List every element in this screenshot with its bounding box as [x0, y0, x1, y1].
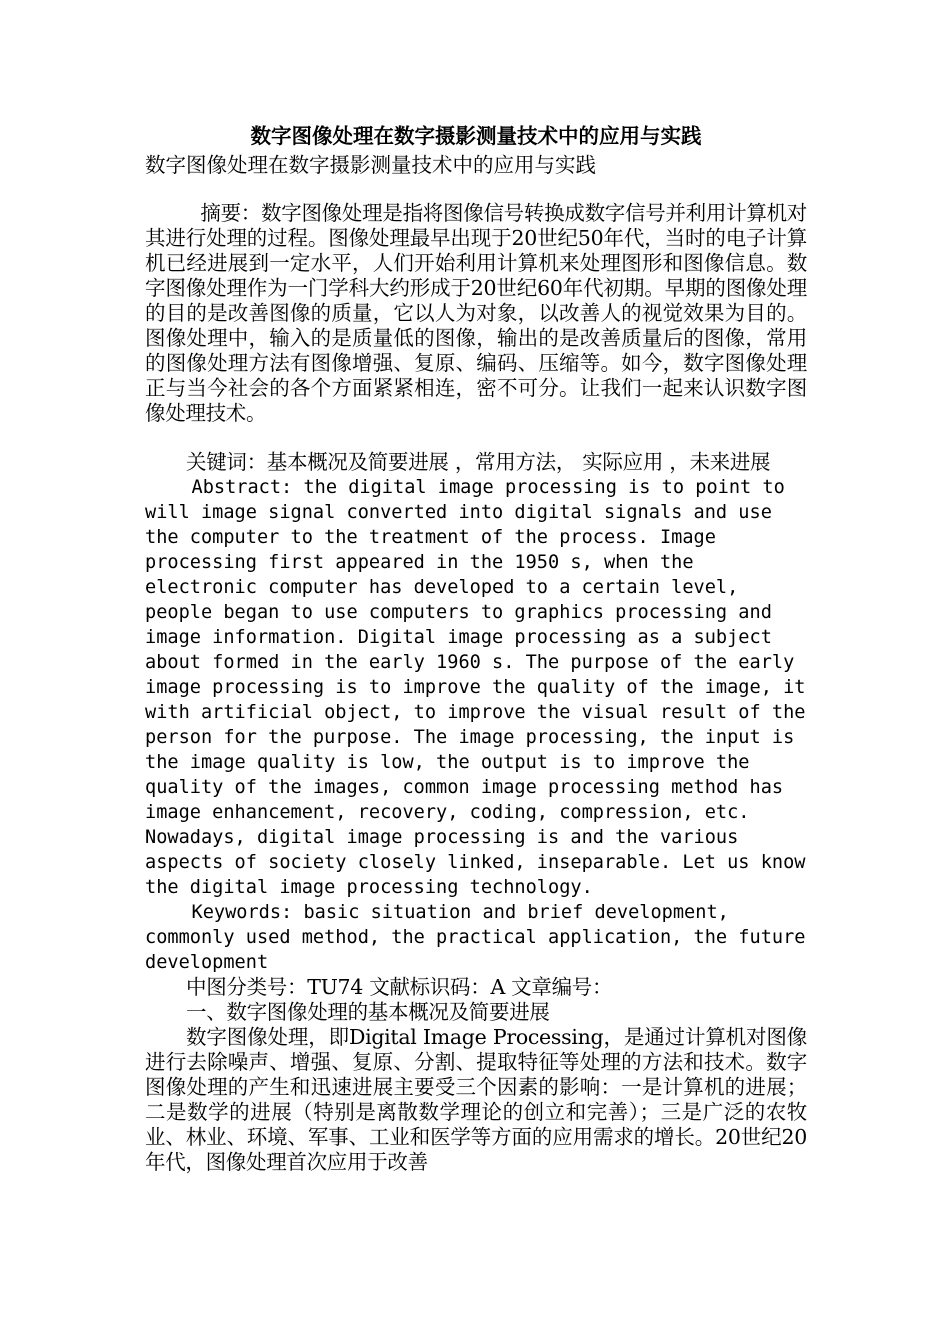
abstract-chinese: 摘要：数字图像处理是指将图像信号转换成数字信号并利用计算机对其进行处理的过程。图像处理最早出现于20世纪50年代，当时的电子计算机已经进展到一定水平，人们开始利用计算机来处理图形和图像信息。数字图像处理作为一门学科大约形成于20世纪60年代初期。早期的图像处理的目的是改善图像的质量，它以人为对象，以改善人的视觉效果为目的。图像处理中，输入的是质量低的图像，输出的是改善质量后的图像，常用的图像处理方法有图像增强、复原、编码、压缩等。如今，数字图像处理正与当今社会的各个方面紧紧相连，密不可分。让我们一起来认识数字图像处理技术。: [145, 201, 807, 425]
keywords-english: Keywords: basic situation and brief development, commonly used method, the practical application, the future development: [145, 902, 806, 973]
keywords-chinese: 关键词：基本概况及简要进展 ，常用方法， 实际应用 ，未来进展: [186, 450, 771, 474]
section-paragraph: 数字图像处理，即Digital Image Processing，是通过计算机对图像进行去除噪声、增强、复原、分割、提取特征等处理的方法和技术。数字图像处理的产生和迅速进展主要受三个因素的影响：一是计算机的进展；二是数学的进展（特别是离散数学理论的创立和完善）；三是广泛的农牧业、林业、环境、军事、工业和医学等方面的应用需求的增长。20世纪20年代，图像处理首次应用于改善: [145, 1025, 807, 1174]
document-title: 数字图像处理在数字摄影测量技术中的应用与实践: [250, 124, 702, 148]
classification-line: 中图分类号：TU74 文献标识码：A 文章编号：: [186, 975, 613, 999]
abstract-english: Abstract: the digital image processing is to point to will image signal converted into digital signals and use the computer to the treatment of the process. Image processing first appeared in the 1950 s, when the electronic computer has developed to a certain level, people began to use computers to graphics processing and image information. Digital image processing as a subject about formed in the early 1960 s. The purpose of the early image processing is to improve the quality of the image, it with artificial object, to improve the visual result of the person for the purpose. The image processing, the input is the image quality is low, the output is to improve the quality of the images, common image processing method has image enhancement, recovery, coding, compression, etc. Nowadays, digital image processing is and the various aspects of society closely linked, inseparable. Let us know the digital image processing technology.: [145, 477, 806, 898]
document-subtitle: 数字图像处理在数字摄影测量技术中的应用与实践: [145, 153, 596, 177]
document-body: [145, 122, 807, 1175]
section-heading: 一、数字图像处理的基本概况及简要进展: [186, 1000, 550, 1024]
